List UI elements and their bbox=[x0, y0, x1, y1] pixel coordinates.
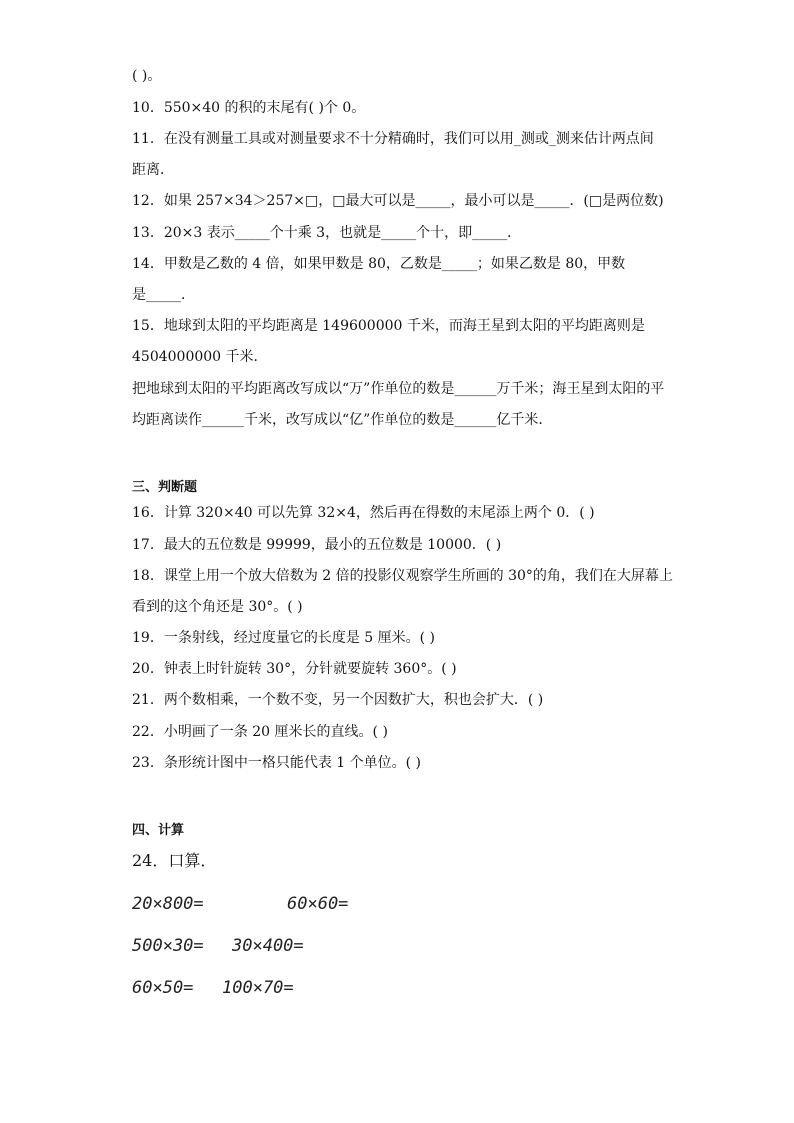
question-10: 10．550×40 的积的末尾有( )个 0。 bbox=[132, 100, 366, 116]
question-21: 21．两个数相乘，一个数不变，另一个因数扩大，积也会扩大．( ) bbox=[132, 692, 544, 708]
question-15-cont: 4504000000 千米． bbox=[132, 349, 268, 365]
question-15-sub2: 均距离读作______千米，改写成以“亿”作单位的数是______亿千米． bbox=[132, 412, 553, 428]
question-23: 23．条形统计图中一格只能代表 1 个单位。( ) bbox=[132, 755, 421, 771]
calc-item-2: 60×60= bbox=[287, 894, 349, 914]
question-18-cont: 看到的这个角还是 30°。( ) bbox=[132, 599, 303, 615]
calc-item-1: 20×800= bbox=[132, 894, 204, 914]
question-18: 18．课堂上用一个放大倍数为 2 倍的投影仪观察学生所画的 30°的角，我们在大屏幕上 bbox=[132, 568, 673, 584]
calc-item-6: 100×70= bbox=[222, 978, 294, 998]
question-11: 11．在没有测量工具或对测量要求不十分精确时，我们可以用_测或_测来估计两点间 bbox=[132, 131, 654, 147]
question-20: 20．钟表上时针旋转 30°，分针就要旋转 360°。( ) bbox=[132, 661, 457, 677]
calc-item-5: 60×50= bbox=[132, 978, 194, 998]
question-14: 14．甲数是乙数的 4 倍，如果甲数是 80，乙数是_____；如果乙数是 80，甲数 bbox=[132, 256, 626, 272]
q9-answer-blank: ( )。 bbox=[132, 68, 162, 84]
question-19: 19．一条射线，经过度量它的长度是 5 厘米。( ) bbox=[132, 630, 435, 646]
question-16: 16．计算 320×40 可以先算 32×4，然后再在得数的末尾添上两个 0．( ) bbox=[132, 505, 595, 521]
question-11-cont: 距离． bbox=[132, 162, 174, 178]
question-13: 13．20×3 表示_____个十乘 3，也就是_____个十，即_____． bbox=[132, 225, 522, 241]
calc-item-4: 30×400= bbox=[232, 936, 304, 956]
question-24: 24．口算． bbox=[132, 851, 217, 870]
question-17: 17．最大的五位数是 99999，最小的五位数是 10000．( ) bbox=[132, 537, 502, 553]
question-15-sub1: 把地球到太阳的平均距离改写成以“万”作单位的数是______万千米；海王星到太阳的平 bbox=[132, 381, 665, 397]
question-12: 12．如果 257×34＞257×□，□最大可以是_____，最小可以是_____．(□是两位数) bbox=[132, 193, 664, 209]
question-14-cont: 是_____． bbox=[132, 287, 195, 303]
question-22: 22．小明画了一条 20 厘米长的直线。( ) bbox=[132, 724, 388, 740]
question-15: 15．地球到太阳的平均距离是 149600000 千米，而海王星到太阳的平均距离则是 bbox=[132, 318, 645, 334]
section-heading-calculation: 四、计算 bbox=[132, 823, 185, 838]
section-heading-judgement: 三、判断题 bbox=[132, 480, 198, 495]
calc-item-3: 500×30= bbox=[132, 936, 204, 956]
